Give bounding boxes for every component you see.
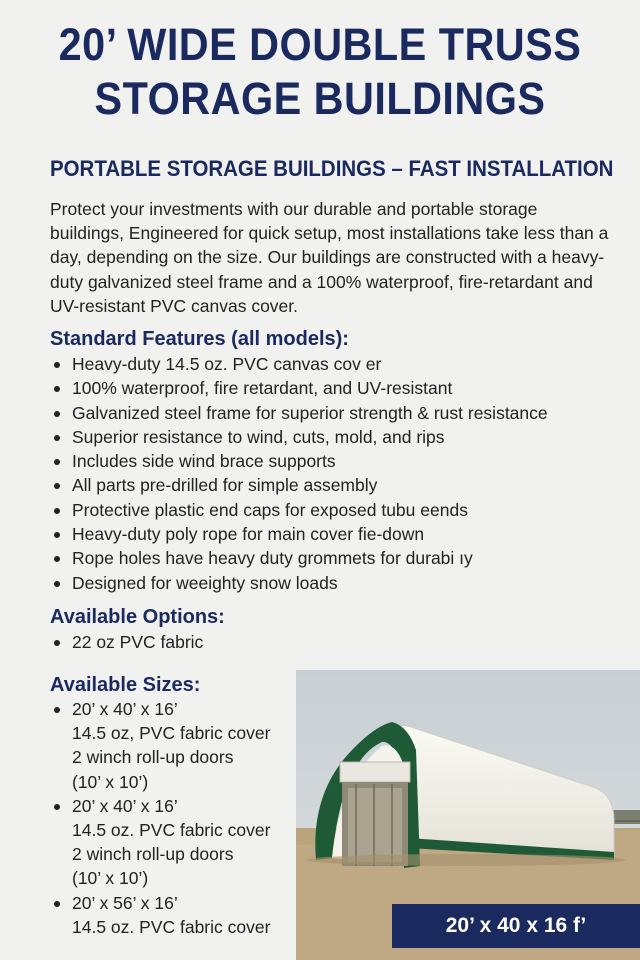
size-doors: 2 winch roll-up doors xyxy=(72,844,234,865)
size-door-size: (10’ x 10’) xyxy=(72,868,149,889)
size-item xyxy=(50,697,270,794)
option-item: 22 oz PVC fabric xyxy=(50,630,203,654)
size-fabric: 14.5 oz. PVC fabric cover xyxy=(72,916,271,937)
feature-item: All parts pre-drilled for simple assembly xyxy=(50,473,548,497)
size-dims: 20’ x 40’ x 16’ xyxy=(72,699,178,719)
feature-item: Protective plastic end caps for exposed tubu eends xyxy=(50,498,548,522)
feature-item: Superior resistance to wind, cuts, mold, and rips xyxy=(50,425,548,449)
feature-item: Rope holes have heavy duty grommets for durabi ıy xyxy=(50,546,548,570)
feature-item: Galvanized steel frame for superior strength & rust resistance xyxy=(50,401,548,425)
feature-item: 100% waterproof, fire retardant, and UV-resistant xyxy=(50,376,548,400)
feature-item: Designed for weeighty snow loads xyxy=(50,571,548,595)
sizes-list xyxy=(50,697,270,939)
options-list xyxy=(50,630,203,654)
size-item xyxy=(50,794,270,891)
feature-item: Heavy-duty poly rope for main cover fie-down xyxy=(50,522,548,546)
photo-caption: 20’ x 40 x 16 f’ xyxy=(392,904,640,948)
feature-item: Includes side wind brace supports xyxy=(50,449,548,473)
size-fabric: 14.5 oz. PVC fabric cover xyxy=(72,820,271,841)
size-dims: 20’ x 56’ x 16’ xyxy=(72,892,178,913)
size-dims: 20’ x 40’ x 16’ xyxy=(72,795,178,816)
page-title xyxy=(26,18,615,126)
sizes-heading: Available Sizes: xyxy=(50,674,201,696)
features-list xyxy=(50,352,548,595)
size-doors: 2 winch roll-up doors xyxy=(72,747,234,768)
size-fabric: 14.5 oz, PVC fabric cover xyxy=(72,723,271,744)
size-door-size: (10’ x 10’) xyxy=(72,771,149,792)
subtitle: PORTABLE STORAGE BUILDINGS – FAST INSTALLATION xyxy=(50,156,614,181)
feature-item: Heavy-duty 14.5 oz. PVC canvas cov er xyxy=(50,352,548,376)
title-line-1: 20’ WIDE DOUBLE TRUSS xyxy=(58,19,582,70)
options-heading: Available Options: xyxy=(50,606,225,628)
title-line-2: STORAGE BUILDINGS xyxy=(94,73,546,124)
features-heading: Standard Features (all models): xyxy=(50,328,349,350)
size-item xyxy=(50,891,270,939)
intro-paragraph: Protect your investments with our durable and portable storage buildings, Engineered for quick setup, most installations take less than a day, depending on the size. Our buildings are constructed with a heavy-duty galvanized steel frame and a 100% waterproof, fire-retardant and UV-resistant PVC canvas cover. xyxy=(50,199,609,316)
